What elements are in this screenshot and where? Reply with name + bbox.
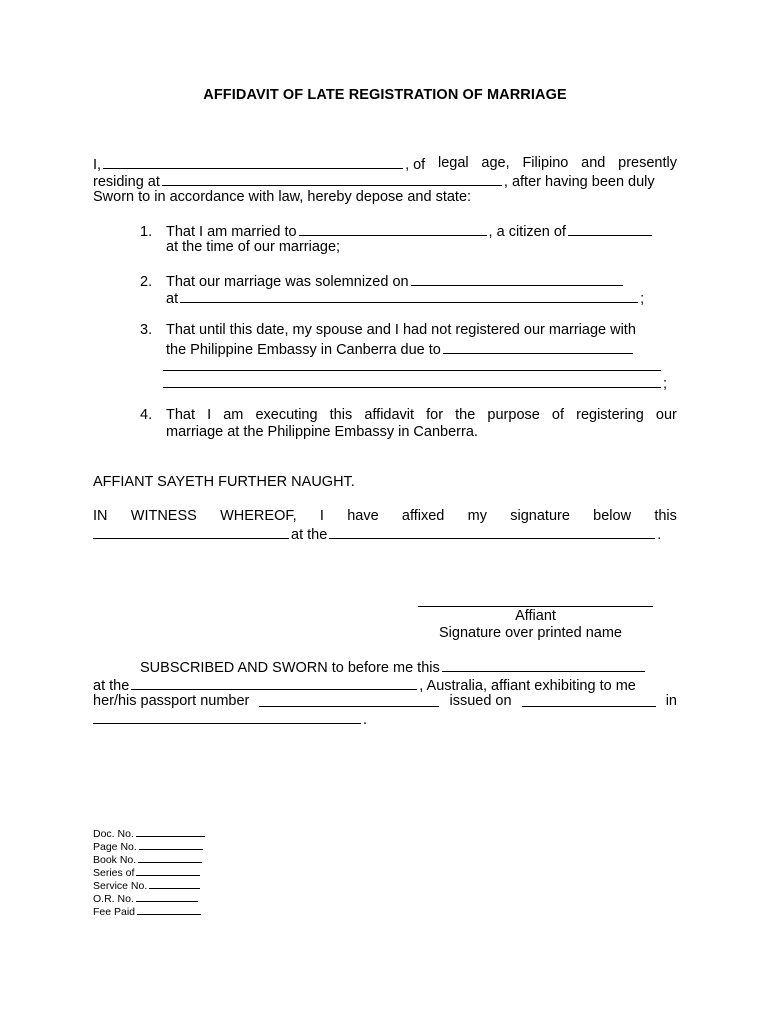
passport-issue-place-blank[interactable] <box>93 710 361 724</box>
item-3-line-1: 3. That until this date, my spouse and I had not registered our marriage with <box>140 322 636 338</box>
intro-line-2: residing at , after having been duly <box>93 174 655 190</box>
notary-book-no: Book No. <box>93 852 204 867</box>
jurat-date-blank[interactable] <box>442 658 645 672</box>
signature-caption: Signature over printed name <box>439 625 622 641</box>
witness-line-2: at the . <box>93 525 661 544</box>
intro-line-3: Sworn to in accordance with law, hereby depose and state: <box>93 189 472 205</box>
witness-line-1: IN WITNESS WHEREOF, I have affixed my signature below this <box>93 508 677 524</box>
page-no-blank[interactable] <box>139 839 203 850</box>
witness-place-blank[interactable] <box>329 525 655 539</box>
notary-doc-no: Doc. No. <box>93 826 207 841</box>
or-no-blank[interactable] <box>136 891 198 902</box>
book-no-blank[interactable] <box>138 852 202 863</box>
item-3-line-2: the Philippine Embassy in Canberra due to <box>166 340 635 359</box>
notary-page-no: Page No. <box>93 839 205 854</box>
item-1-line-2: at the time of our marriage; <box>166 239 341 255</box>
reason-blank-2[interactable] <box>163 357 661 371</box>
item-4-line-2: marriage at the Philippine Embassy in Canberra. <box>166 424 478 440</box>
passport-number-blank[interactable] <box>259 693 439 707</box>
series-of-blank[interactable] <box>136 865 200 876</box>
marriage-date-blank[interactable] <box>411 272 623 286</box>
item-2-line-2: at ; <box>166 291 645 307</box>
marriage-place-blank[interactable] <box>180 289 638 303</box>
witness-date-blank[interactable] <box>93 525 289 539</box>
item-3-line-4: ; <box>163 374 667 393</box>
residence-blank[interactable] <box>162 172 502 186</box>
item-1-line-1: 1. That I am married to , a citizen of <box>140 222 654 241</box>
reason-blank-1[interactable] <box>443 340 633 354</box>
notary-fee-paid: Fee Paid <box>93 904 203 919</box>
affiant-name-blank[interactable] <box>103 155 403 169</box>
spouse-name-blank[interactable] <box>299 222 487 236</box>
item-4-number: 4. <box>140 407 153 423</box>
fee-paid-blank[interactable] <box>137 904 201 915</box>
affiant-label: Affiant <box>515 608 556 624</box>
intro-line-1: I, , of legal age, Filipino and presently <box>93 155 677 173</box>
jurat-line-4: . <box>93 710 367 729</box>
item-4-line-1: That I am executing this affidavit for the purpose of registering our <box>166 407 677 423</box>
passport-issue-date-blank[interactable] <box>522 693 656 707</box>
jurat-line-1: SUBSCRIBED AND SWORN to before me this <box>140 658 647 677</box>
reason-blank-3[interactable] <box>163 374 661 388</box>
doc-no-blank[interactable] <box>136 826 205 837</box>
affiant-signature-line[interactable] <box>418 606 653 607</box>
spouse-citizenship-blank[interactable] <box>568 222 652 236</box>
notary-series-of: Series of <box>93 865 202 880</box>
jurat-line-3: her/his passport number issued on in <box>93 693 677 709</box>
jurat-line-2: at the , Australia, affiant exhibiting to me <box>93 678 636 694</box>
document-title: AFFIDAVIT OF LATE REGISTRATION OF MARRIAGE <box>203 87 567 103</box>
service-no-blank[interactable] <box>149 878 200 889</box>
item-2-line-1: 2. That our marriage was solemnized on <box>140 272 625 291</box>
notary-or-no: O.R. No. <box>93 891 200 906</box>
affiant-sayeth: AFFIANT SAYETH FURTHER NAUGHT. <box>93 474 355 490</box>
notary-service-no: Service No. <box>93 878 202 893</box>
jurat-place-blank[interactable] <box>131 676 417 690</box>
